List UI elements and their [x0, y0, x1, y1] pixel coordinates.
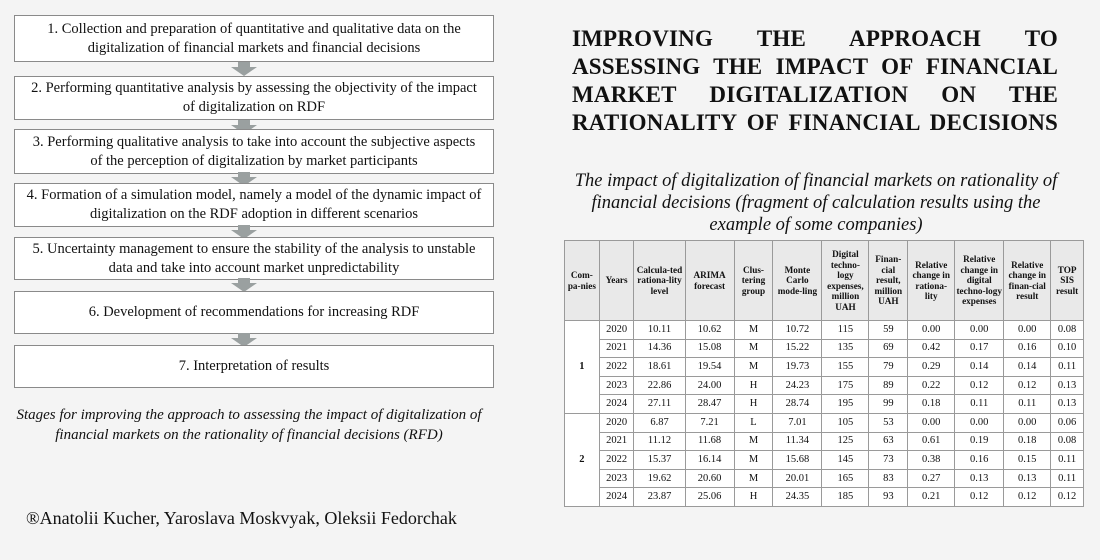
flow-step-6: 6. Development of recommendations for increasing RDF [14, 291, 494, 334]
col-header: Clus-tering group [734, 241, 773, 321]
flow-step-2: 2. Performing quantitative analysis by assessing the objectivity of the impact of digitalization on RDF [14, 76, 494, 120]
table-cell: 0.00 [908, 321, 955, 340]
table-cell: 0.00 [955, 413, 1004, 432]
flow-caption: Stages for improving the approach to assessing the impact of digitalization of financial markets on the rationality of financial decisions (RFD) [16, 407, 482, 443]
page-title: IMPROVING THE APPROACH TO ASSESSING THE IMPACT OF FINANCIAL MARKET DIGITALIZATION ON THE RATIONALITY OF FINANCIAL DECISIONS [572, 26, 1058, 135]
down-arrow-icon [229, 62, 259, 76]
table-title: The impact of digitalization of financial markets on rationality of financial decisions (fragment of calculation results using the example of some companies) [574, 171, 1058, 235]
table-cell: 19.62 [634, 469, 685, 488]
table-cell: 0.12 [955, 488, 1004, 507]
table-cell: 25.06 [685, 488, 734, 507]
table-row [565, 432, 1084, 451]
table-cell: 155 [822, 358, 869, 377]
table-cell: 0.11 [955, 395, 1004, 414]
table-cell: 6.87 [634, 413, 685, 432]
table-cell: 7.01 [773, 413, 822, 432]
col-header: Com-pa-nies [565, 241, 600, 321]
flow-step-4: 4. Formation of a simulation model, namely a model of the dynamic impact of digitalization on the RDF adoption in different scenarios [14, 183, 494, 227]
table-cell: M [734, 469, 773, 488]
table-cell: H [734, 395, 773, 414]
table-cell: 2024 [599, 395, 634, 414]
table-cell: 7.21 [685, 413, 734, 432]
table-cell: 0.12 [1004, 376, 1051, 395]
table-cell: 0.11 [1004, 395, 1051, 414]
table-cell: M [734, 321, 773, 340]
table-cell: 0.11 [1051, 451, 1084, 470]
table-cell: 165 [822, 469, 869, 488]
table-cell: 79 [869, 358, 908, 377]
table-cell: 2020 [599, 413, 634, 432]
table-cell: 135 [822, 339, 869, 358]
table-cell: H [734, 376, 773, 395]
table-cell: 18.61 [634, 358, 685, 377]
table-cell: 28.47 [685, 395, 734, 414]
table-cell: 0.18 [908, 395, 955, 414]
table-cell: 11.34 [773, 432, 822, 451]
results-table [564, 240, 1084, 507]
table-cell: 0.22 [908, 376, 955, 395]
table-cell: 63 [869, 432, 908, 451]
table-cell: M [734, 432, 773, 451]
table-cell: 19.54 [685, 358, 734, 377]
table-cell: 2021 [599, 432, 634, 451]
table-cell: 2024 [599, 488, 634, 507]
table-cell: 0.11 [1051, 358, 1084, 377]
table-cell: 73 [869, 451, 908, 470]
table-cell: 23.87 [634, 488, 685, 507]
table-cell: 0.27 [908, 469, 955, 488]
table-row [565, 358, 1084, 377]
table-header-row [565, 241, 1084, 321]
table-cell: 2023 [599, 469, 634, 488]
table-cell: 28.74 [773, 395, 822, 414]
process-flow [0, 0, 500, 400]
table-row [565, 451, 1084, 470]
table-cell: M [734, 451, 773, 470]
table-cell: 20.01 [773, 469, 822, 488]
table-row [565, 469, 1084, 488]
flow-step-7: 7. Interpretation of results [14, 345, 494, 388]
table-cell: 175 [822, 376, 869, 395]
table-cell: 0.12 [1051, 488, 1084, 507]
table-row [565, 488, 1084, 507]
table-cell: 2020 [599, 321, 634, 340]
table-cell: H [734, 488, 773, 507]
table-row [565, 376, 1084, 395]
table-cell: 0.14 [1004, 358, 1051, 377]
table-row [565, 321, 1084, 340]
table-cell: 0.21 [908, 488, 955, 507]
flow-step-1: 1. Collection and preparation of quantitative and qualitative data on the digitalization of financial markets and financial decisions [14, 15, 494, 62]
table-cell: M [734, 339, 773, 358]
col-header: Relative change in finan-cial result [1004, 241, 1051, 321]
table-row [565, 339, 1084, 358]
table-cell: 59 [869, 321, 908, 340]
table-cell: 0.12 [955, 376, 1004, 395]
table-cell: 16.14 [685, 451, 734, 470]
table-cell: 24.00 [685, 376, 734, 395]
table-cell: 53 [869, 413, 908, 432]
table-cell: 125 [822, 432, 869, 451]
flow-step-3: 3. Performing qualitative analysis to take into account the subjective aspects of the perception of digitalization by market participants [14, 129, 494, 174]
table-cell: 10.72 [773, 321, 822, 340]
table-cell: 0.29 [908, 358, 955, 377]
table-cell: 0.14 [955, 358, 1004, 377]
table-cell: 0.61 [908, 432, 955, 451]
table-cell: 2021 [599, 339, 634, 358]
table-cell: 2022 [599, 451, 634, 470]
table-row [565, 413, 1084, 432]
table-cell: 0.16 [955, 451, 1004, 470]
table-cell: 24.35 [773, 488, 822, 507]
table-cell: 0.00 [1004, 413, 1051, 432]
table-cell: 0.12 [1004, 488, 1051, 507]
col-header: TOP SIS result [1051, 241, 1084, 321]
table-cell: 93 [869, 488, 908, 507]
table-cell: 0.19 [955, 432, 1004, 451]
table-row [565, 395, 1084, 414]
table-cell: M [734, 358, 773, 377]
company-cell: 2 [565, 413, 600, 506]
col-header: Monte Carlo mode-ling [773, 241, 822, 321]
table-cell: 0.00 [955, 321, 1004, 340]
table-cell: 10.62 [685, 321, 734, 340]
table-cell: 11.12 [634, 432, 685, 451]
table-cell: 0.15 [1004, 451, 1051, 470]
table-cell: 0.08 [1051, 432, 1084, 451]
table-cell: 185 [822, 488, 869, 507]
table-cell: 0.08 [1051, 321, 1084, 340]
authors-credit: ®Anatolii Kucher, Yaroslava Moskvyak, Oleksii Fedorchak [26, 508, 457, 528]
table-cell: 0.00 [1004, 321, 1051, 340]
table-cell: 15.37 [634, 451, 685, 470]
col-header: Finan-cial result, million UAH [869, 241, 908, 321]
table-cell: 99 [869, 395, 908, 414]
table-cell: 20.60 [685, 469, 734, 488]
table-cell: 11.68 [685, 432, 734, 451]
table-cell: 15.08 [685, 339, 734, 358]
table-cell: 195 [822, 395, 869, 414]
table-cell: 0.13 [1051, 376, 1084, 395]
table-cell: 115 [822, 321, 869, 340]
col-header: Relative change in rationa-lity [908, 241, 955, 321]
table-cell: 83 [869, 469, 908, 488]
table-cell: 69 [869, 339, 908, 358]
table-cell: 0.17 [955, 339, 1004, 358]
table-cell: 2022 [599, 358, 634, 377]
table-cell: 0.10 [1051, 339, 1084, 358]
table-cell: 105 [822, 413, 869, 432]
col-header: Digital techno-logy expenses, million UAH [822, 241, 869, 321]
flow-step-5: 5. Uncertainty management to ensure the stability of the analysis to unstable data and take into account market unpredictability [14, 237, 494, 280]
table-cell: 10.11 [634, 321, 685, 340]
table-cell: 15.22 [773, 339, 822, 358]
table-cell: 89 [869, 376, 908, 395]
col-header: Years [599, 241, 634, 321]
table-cell: 0.13 [955, 469, 1004, 488]
company-cell: 1 [565, 321, 600, 414]
table-cell: 0.38 [908, 451, 955, 470]
table-cell: L [734, 413, 773, 432]
table-cell: 0.06 [1051, 413, 1084, 432]
table-cell: 22.86 [634, 376, 685, 395]
table-cell: 15.68 [773, 451, 822, 470]
table-cell: 0.00 [908, 413, 955, 432]
table-cell: 145 [822, 451, 869, 470]
col-header: Calcula-ted rationa-lity level [634, 241, 685, 321]
col-header: ARIMA forecast [685, 241, 734, 321]
table-cell: 0.13 [1004, 469, 1051, 488]
table-cell: 0.13 [1051, 395, 1084, 414]
col-header: Relative change in digital techno-logy expenses [955, 241, 1004, 321]
table-cell: 14.36 [634, 339, 685, 358]
table-cell: 19.73 [773, 358, 822, 377]
table-cell: 0.18 [1004, 432, 1051, 451]
down-arrow-icon [229, 278, 259, 292]
table-cell: 27.11 [634, 395, 685, 414]
table-cell: 0.16 [1004, 339, 1051, 358]
table-cell: 0.11 [1051, 469, 1084, 488]
table-cell: 2023 [599, 376, 634, 395]
table-cell: 24.23 [773, 376, 822, 395]
table-cell: 0.42 [908, 339, 955, 358]
